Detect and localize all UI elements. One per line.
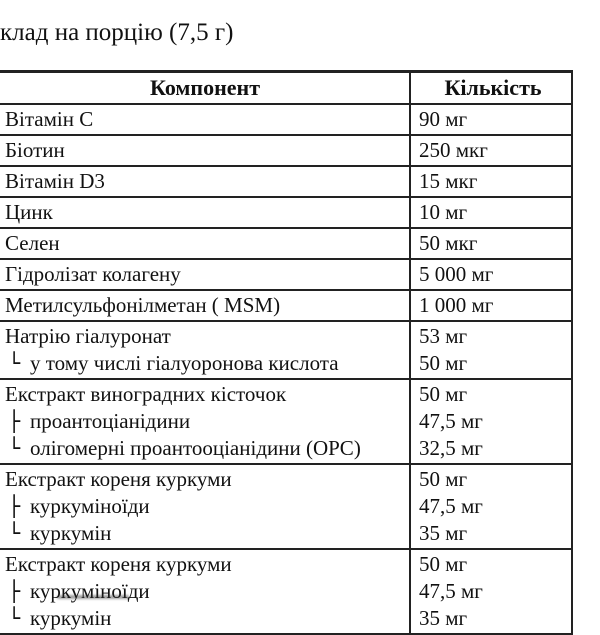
component-label: Селен bbox=[5, 231, 60, 255]
amount-value: 47,5 мг bbox=[419, 409, 483, 433]
amount-value: 47,5 мг bbox=[419, 579, 483, 603]
amount-cell bbox=[409, 229, 571, 258]
component-label: куркуміноїди bbox=[30, 494, 150, 518]
amount-value: 50 мг bbox=[419, 467, 468, 491]
amount-value: 53 мг bbox=[419, 324, 468, 348]
header-component: Компонент bbox=[149, 75, 261, 100]
amount-cell bbox=[409, 198, 571, 227]
component-line bbox=[5, 323, 405, 350]
amount-value: 15 мкг bbox=[419, 169, 478, 193]
component-label: Екстракт кореня куркуми bbox=[5, 467, 232, 491]
component-cell bbox=[0, 322, 409, 378]
component-label: у тому числі гіалуоронова кислота bbox=[30, 351, 339, 375]
component-cell bbox=[0, 291, 409, 320]
tree-branch-icon: └ bbox=[8, 436, 21, 460]
component-line bbox=[5, 350, 405, 377]
tree-branch-icon: └ bbox=[8, 351, 21, 375]
component-label: Вітамін D3 bbox=[5, 169, 105, 193]
component-cell bbox=[0, 550, 409, 633]
component-label: Метилсульфонілметан ( MSM) bbox=[5, 293, 281, 317]
component-line bbox=[5, 605, 405, 632]
component-label: Гідролізат колагену bbox=[5, 262, 181, 286]
component-line bbox=[5, 578, 405, 605]
header-amount: Кількість bbox=[409, 73, 571, 103]
amount-cell bbox=[409, 322, 571, 378]
tree-branch-icon: ├ bbox=[8, 494, 21, 518]
component-line bbox=[5, 292, 405, 319]
amount-value: 5 000 мг bbox=[419, 262, 494, 286]
component-label: куркумін bbox=[30, 521, 112, 545]
amount-value: 90 мг bbox=[419, 107, 468, 131]
table-row bbox=[0, 167, 571, 198]
table-row bbox=[0, 198, 571, 229]
component-cell bbox=[0, 465, 409, 548]
component-line bbox=[5, 168, 405, 195]
table-body bbox=[0, 105, 571, 635]
component-line bbox=[5, 466, 405, 493]
component-label: Екстракт кореня куркуми bbox=[5, 552, 232, 576]
tree-branch-icon: ├ bbox=[8, 579, 21, 603]
component-line bbox=[5, 520, 405, 547]
amount-cell bbox=[409, 105, 571, 134]
component-cell bbox=[0, 260, 409, 289]
tree-branch-icon: └ bbox=[8, 521, 21, 545]
component-label: проантоціанідини bbox=[30, 409, 191, 433]
table-header-row bbox=[0, 73, 571, 105]
tree-branch-icon: ├ bbox=[8, 409, 21, 433]
amount-cell bbox=[409, 291, 571, 320]
component-line bbox=[5, 381, 405, 408]
composition-table bbox=[0, 70, 573, 635]
amount-cell bbox=[409, 260, 571, 289]
component-line bbox=[5, 551, 405, 578]
table-row bbox=[0, 105, 571, 136]
component-label: олігомерні проантооціанідини (OPC) bbox=[30, 436, 361, 460]
component-line bbox=[5, 493, 405, 520]
component-label: куркумін bbox=[30, 606, 112, 630]
component-line bbox=[5, 261, 405, 288]
component-line bbox=[5, 435, 405, 462]
component-line bbox=[5, 106, 405, 133]
table-row bbox=[0, 136, 571, 167]
component-line bbox=[5, 137, 405, 164]
table-row bbox=[0, 380, 571, 465]
table-row bbox=[0, 229, 571, 260]
table-row bbox=[0, 260, 571, 291]
amount-cell bbox=[409, 550, 571, 633]
amount-value: 250 мкг bbox=[419, 138, 488, 162]
component-line bbox=[5, 199, 405, 226]
amount-cell bbox=[409, 136, 571, 165]
component-cell bbox=[0, 198, 409, 227]
table-row bbox=[0, 291, 571, 322]
component-line bbox=[5, 230, 405, 257]
component-cell bbox=[0, 380, 409, 463]
amount-value: 50 мг bbox=[419, 552, 468, 576]
amount-value: 50 мкг bbox=[419, 231, 478, 255]
amount-value: 50 мг bbox=[419, 351, 468, 375]
amount-value: 47,5 мг bbox=[419, 494, 483, 518]
component-cell bbox=[0, 229, 409, 258]
amount-cell bbox=[409, 465, 571, 548]
tree-branch-icon: └ bbox=[8, 606, 21, 630]
component-cell bbox=[0, 105, 409, 134]
component-label: куркуміноїди bbox=[30, 579, 150, 603]
table-row bbox=[0, 322, 571, 380]
amount-cell bbox=[409, 167, 571, 196]
amount-value: 10 мг bbox=[419, 200, 468, 224]
component-label: Натрію гіалуронат bbox=[5, 324, 171, 348]
component-cell bbox=[0, 167, 409, 196]
page-title: клад на порцію (7,5 г) bbox=[0, 19, 234, 46]
amount-value: 1 000 мг bbox=[419, 293, 494, 317]
amount-value: 35 мг bbox=[419, 606, 468, 630]
component-cell bbox=[0, 136, 409, 165]
amount-value: 35 мг bbox=[419, 521, 468, 545]
bottom-edge-artifact bbox=[57, 595, 129, 599]
component-label: Екстракт виноградних кісточок bbox=[5, 382, 287, 406]
table-row bbox=[0, 550, 571, 635]
component-label: Вітамін C bbox=[5, 107, 94, 131]
component-label: Біотин bbox=[5, 138, 65, 162]
table-row bbox=[0, 465, 571, 550]
amount-value: 32,5 мг bbox=[419, 436, 483, 460]
amount-cell bbox=[409, 380, 571, 463]
component-line bbox=[5, 408, 405, 435]
amount-value: 50 мг bbox=[419, 382, 468, 406]
component-label: Цинк bbox=[5, 200, 53, 224]
